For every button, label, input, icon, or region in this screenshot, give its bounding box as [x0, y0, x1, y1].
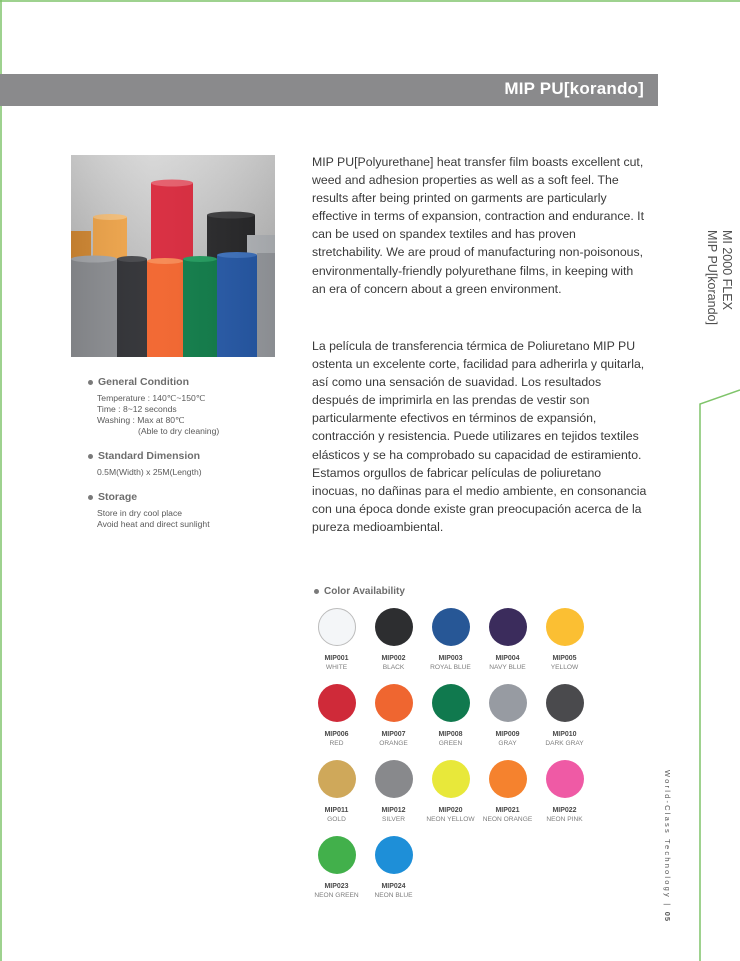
storage-title: Storage [98, 491, 138, 503]
color-code: MIP004 [495, 655, 520, 662]
color-name: YELLOW [550, 664, 579, 671]
color-swatch-item [365, 608, 422, 672]
color-code: MIP006 [324, 731, 349, 738]
side-label-line-2: MIP PU[korando] [705, 230, 719, 325]
color-code: MIP003 [438, 655, 463, 662]
dimension-text: 0.5M(Width) x 25M(Length) [97, 467, 202, 477]
color-code: MIP009 [495, 731, 520, 738]
general-condition-title: General Condition [98, 376, 190, 388]
washing-text: Washing : Max at 80℃ [97, 415, 185, 425]
color-code: MIP010 [552, 731, 577, 738]
storage-line-1: Store in dry cool place [97, 508, 183, 518]
color-swatch-circle [432, 608, 470, 646]
color-name: GRAY [498, 740, 517, 747]
color-name: ORANGE [379, 740, 408, 747]
color-code: MIP024 [381, 883, 406, 890]
conditions-panel [88, 376, 288, 543]
color-name: RED [329, 740, 344, 747]
color-swatch-circle [489, 760, 527, 798]
temperature-text: Temperature : 140℃~150℃ [97, 393, 206, 403]
color-availability-title: Color Availability [324, 586, 405, 597]
time-text: Time : 8~12 seconds [97, 404, 177, 414]
color-code: MIP021 [495, 807, 520, 814]
color-swatch-circle [489, 684, 527, 722]
color-swatch-item [422, 608, 479, 672]
color-code: MIP002 [381, 655, 406, 662]
color-swatch-circle [318, 760, 356, 798]
color-swatch-circle [432, 684, 470, 722]
color-code: MIP001 [324, 655, 349, 662]
color-swatch-item [536, 760, 593, 824]
color-swatch-item [479, 684, 536, 748]
tagline-text: World-Class Technology | [663, 770, 672, 912]
bullet-icon [314, 589, 319, 594]
color-swatch-circle [489, 608, 527, 646]
color-code: MIP007 [381, 731, 406, 738]
tagline [663, 770, 672, 922]
color-name: NEON ORANGE [482, 816, 533, 823]
color-swatch-circle [318, 608, 356, 646]
page-title: MIP PU[korando] [504, 79, 644, 98]
bullet-icon [88, 454, 93, 459]
color-swatch-circle [546, 684, 584, 722]
color-name: DARK GRAY [545, 740, 584, 747]
color-swatch-circle [318, 836, 356, 874]
color-swatch-circle [375, 760, 413, 798]
color-name: NEON PINK [546, 816, 583, 823]
color-swatch-circle [375, 684, 413, 722]
description-english: MIP PU[Polyurethane] heat transfer film boasts excellent cut, weed and adhesion properties as well as a soft feel. The results after being printed on garments are particularly effective in terms of expansion, contraction and endurance. It can be used on spandex textiles and has proven stretchability. We are proud of manufacturing non-poisonous, environmentally-friendly polyurethane films, in keeping with an era of concern about a green environment. [312, 155, 644, 296]
color-swatch-item [365, 760, 422, 824]
bullet-icon [88, 495, 93, 500]
color-swatch-item [422, 684, 479, 748]
color-swatch-item [479, 608, 536, 672]
color-name: WHITE [325, 664, 348, 671]
page-number: 05 [663, 911, 672, 923]
bullet-icon [88, 380, 93, 385]
color-name: NEON YELLOW [426, 816, 475, 823]
product-photo [71, 155, 275, 357]
side-label-line-1: MI 2000 FLEX [720, 230, 734, 310]
color-code: MIP011 [324, 807, 349, 814]
color-swatch-item [365, 836, 422, 900]
color-swatch-item [308, 684, 365, 748]
storage-line-2: Avoid heat and direct sunlight [97, 519, 210, 529]
color-swatch-circle [375, 836, 413, 874]
color-swatch-item [365, 684, 422, 748]
standard-dimension-title: Standard Dimension [98, 450, 201, 462]
color-code: MIP020 [438, 807, 463, 814]
color-name: SILVER [382, 816, 405, 823]
color-code: MIP022 [552, 807, 577, 814]
standard-dimension [88, 450, 288, 478]
color-swatch-item [479, 760, 536, 824]
color-code: MIP023 [324, 883, 349, 890]
color-swatch-item [308, 760, 365, 824]
color-name: NAVY BLUE [489, 664, 526, 671]
color-swatch-circle [375, 608, 413, 646]
side-product-label [704, 230, 734, 325]
color-code: MIP005 [552, 655, 577, 662]
color-swatch-circle [432, 760, 470, 798]
color-swatch-grid [308, 608, 608, 900]
storage [88, 491, 288, 530]
color-swatch-item [422, 760, 479, 824]
washing-note: (Able to dry cleaning) [138, 426, 220, 436]
color-name: NEON GREEN [314, 892, 359, 899]
color-name: GOLD [327, 816, 346, 823]
color-swatch-circle [318, 684, 356, 722]
color-swatch-item [308, 836, 365, 900]
description-spanish: La película de transferencia térmica de Poliuretano MIP PU ostenta un excelente corte, facilidad para adherirla y quitarla, así como una sensación de suavidad. Los resultados después de imprimirla en las prendas de vestir son particularmente efectivos en términos de expansión, contracción y resistencia. Puede utilizares en tejidos textiles elásticos y se ha comprobado su capacidad de estiramiento. Estamos orgullos de fabricar películas de poliuretano inocuas, no dañinas para el medio ambiente, en consonancia con una época donde existe gran preocupación acerca de la pureza medioambiental. [312, 339, 647, 534]
color-code: MIP008 [438, 731, 463, 738]
color-swatch-item [308, 608, 365, 672]
color-name: GREEN [438, 740, 463, 747]
color-swatch-item [536, 608, 593, 672]
color-code: MIP012 [381, 807, 406, 814]
color-availability-heading [314, 586, 405, 597]
color-swatch-circle [546, 608, 584, 646]
color-swatch-item [536, 684, 593, 748]
color-swatch-circle [546, 760, 584, 798]
title-bar [0, 74, 658, 106]
color-name: BLACK [382, 664, 405, 671]
color-name: ROYAL BLUE [430, 664, 471, 671]
general-condition [88, 376, 288, 437]
color-name: NEON BLUE [374, 892, 413, 899]
